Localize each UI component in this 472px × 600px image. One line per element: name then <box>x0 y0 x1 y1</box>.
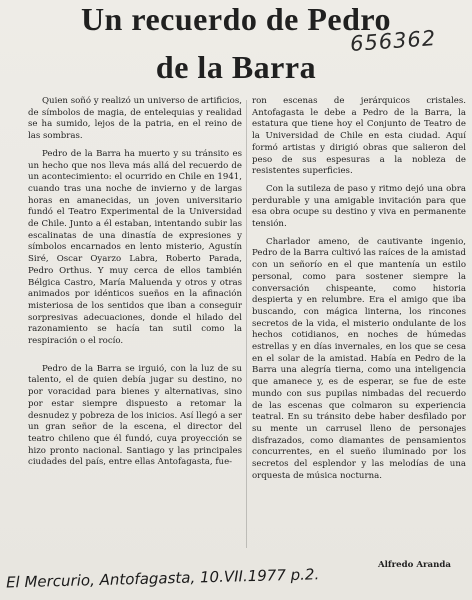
article-column-right <box>252 96 466 489</box>
handwritten-source-note: El Mercurio, Antofagasta, 10.VII.1977 p.2. <box>5 565 320 592</box>
column-divider <box>246 100 247 548</box>
author-signature: Alfredo Aranda <box>378 560 451 570</box>
paragraph: ron escenas de jerárquicos cristales. Antofagasta le debe a Pedro de la Barra, la estatura que tiene hoy el Conjunto de Teatro de la Universidad de Chile en esta ciudad. Aquí formó artistas y dirigió obras que salieron del peso de sus espesuras a la nobleza de resistentes superficies. <box>252 96 466 177</box>
paragraph: Pedro de la Barra ha muerto y su tránsito es un hecho que nos lleva más allá del recuerdo de un acontecimiento: el ocurrido en Chile en 1941, cuando tras una noche de invierno y de largas horas en amanecidas, un joven universitario fundó el Teatro Experimental de la Universidad de Chile. Junto a él estaban, intentando subir las escalinatas de una dinastía de expresiones y símbolos encarnados en lento misterio, Agustín Siré, Oscar Oyarzo Labra, Roberto Parada, Pedro Orthus. Y muy cerca de ellos también Bélgica Castro, María Maluenda y otros y otras animados por idénticos sueños en la afinación misteriosa de los sentidos que iban a conseguir sorpresivas adecuaciones, donde el hilado del razonamiento se hacía tan sutil como la respiración o el rocío. <box>28 148 242 347</box>
article-title-line-1: Un recuerdo de Pedro <box>80 1 392 37</box>
handwritten-archive-number: 656362 <box>349 26 437 57</box>
article-title-line-2: de la Barra <box>155 49 317 85</box>
article-column-left <box>28 96 242 475</box>
paragraph: Con la sutileza de paso y ritmo dejó una obra perdurable y una amigable invitación para que esa obra ocupe su destino y viva en permanente tensión. <box>252 183 466 230</box>
paragraph: Pedro de la Barra se irguió, con la luz de su talento, el de quien debía jugar su destino, no por voracidad para bienes y alternativas, sino por estar siempre dispuesto a retomar la desnudez y pobreza de los inicios. Así llegó a ser un gran señor de la escena, el director del teatro chileno que él fundó, cuya proyección se hizo pronto nacional. Santiago y las principales ciudades del país, entre ellas Antofagasta, fue- <box>28 363 242 468</box>
paragraph: Quien soñó y realizó un universo de artificios, de símbolos de magia, de entelequias y realidad se ha sumido, lejos de la patria, en el reino de las sombras. <box>28 96 242 142</box>
paragraph: Charlador ameno, de cautivante ingenio, Pedro de la Barra cultivó las raíces de la amistad con un señorío en el que mantenía un estilo personal, como para sostener siempre la conversación chispeante, como historia despierta y en relumbre. Era el amigo que iba buscando, con mágica linterna, los rincones secretos de la vida, el misterio ondulante de los hechos cotidianos, en noches de húmedas estrellas y en días invernales, en los que se cesa en el solar de la amistad. Había en Pedro de la Barra una alegría tierna, como una inteligencia que amanece y, es de esperar, se fue de este mundo con sus pupilas nimbadas del recuerdo de las escenas que colmaron su experiencia teatral. En su tránsito debe haber desfilado por su mente un carrusel lleno de personajes disfrazados, como diamantes de pensamientos concurrentes, en el sueño iluminado por los secretos del esplendor y las melodías de una orquesta de música nocturna. <box>252 236 466 481</box>
